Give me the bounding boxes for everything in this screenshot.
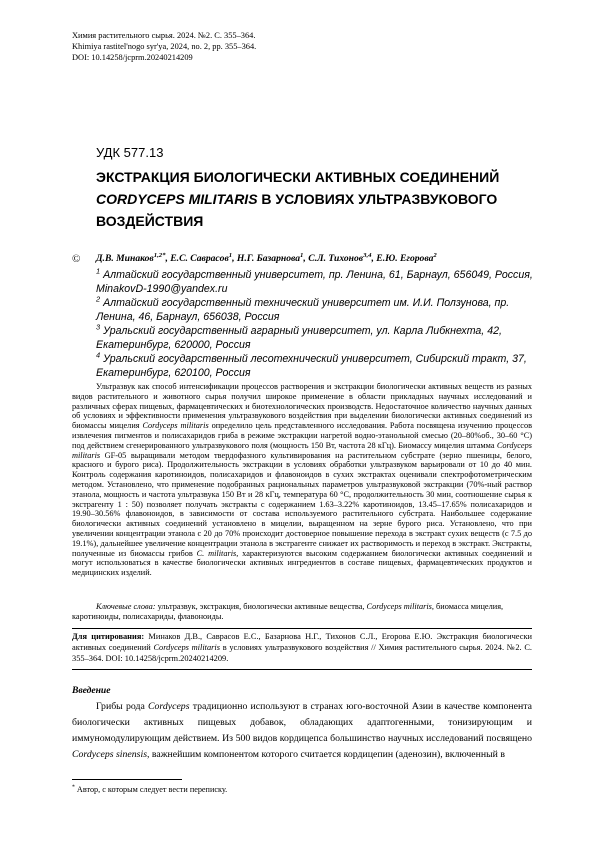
intro-paragraph: Грибы рода Cordyceps традиционно используют в странах юго-восточной Азии в качестве компонента биологически активных пищевых добавок, обладающих адаптогенными, тонизирующим и иммуномодулирующим действием. Из 500 видов кордицепса большинство научных исследований посвящено Cordyceps sinensis, важнейшим компонентом которого считается кордицепин (аденозин), включенный в [72, 701, 532, 760]
divider-bottom [72, 669, 532, 670]
section-heading-intro: Введение [72, 685, 111, 696]
author-affiliation-mark: 3,4 [363, 251, 372, 259]
author-list [96, 253, 437, 264]
header-journal-en: Khimiya rastitel'nogo syr'ya, 2024, no. 2, pp. 355–364. [72, 42, 257, 51]
header-journal-ru: Химия растительного сырья. 2024. №2. С. 355–364. [72, 31, 256, 40]
affiliation-text: Уральский государственный аграрный университет, ул. Карла Либкнехта, 42, Екатеринбург, 620000, Россия [96, 325, 502, 351]
title-species: CORDYCEPS MILITARIS [96, 191, 258, 207]
affiliation-number: 1 [96, 266, 101, 276]
author-separator: , [303, 253, 309, 264]
author-name: Е.Ю. Егорова [376, 253, 434, 264]
author-name: Д.В. Минаков [96, 253, 154, 264]
affiliation-item [96, 324, 536, 352]
abstract-paragraph: Ультразвук как способ интенсификации процессов растворения и экстракции биологически активных веществ из разных видов растительного и животного сырья получил широкое применение в области прикладных научных исследований и различных сферах пищевых, фармацевтических и биотехнологических производств. Недостаточное количество научных данных об условиях и эффективности применения ультразвукового воздействия при выделении биологически активных соединений из биомассы мицелия Cordyceps militaris определило цель представленного исследования. Работа посвящена изучению процессов извлечения пигментов и полисахаридов гриба в режиме экстракции нагретой водно-этанольной смесью (20–80%об., 30–60 °С) под действием сгенерированного ультразвукового поля (мощность 150 Вт, частота 28 кГц). Биомассу мицелия штамма Cordyceps militaris GF-05 выращивали методом твердофазного культивирования на растительном субстрате (зерно пшеницы, белого, красного и бурого риса). Продолжительность экстракции в условиях обработки ультразвуком варьировали от 10 до 40 мин. Контроль содержания каротиноидов, полисахаридов и флавоноидов в сухих экстрактах оценивали спектрофотометрическим методом. Установлено, что применение подобранных рациональных параметров ультразвуковой экстракции (70%-ный раствор этанола, мощность и частота ультразвука 150 Вт и 28 кГц, температура 60 °С, продолжительность 30 мин, соотношение сырья к экстрагенту 1 : 50) позволяет получать экстракты с содержанием 1.63–3.22% каротиноидов, 13.45–17.65% полисахаридов и 19.90–30.56% флавоноидов, в зависимости от состава используемого растительного субстрата. Наибольшее содержание биологически активных соединений установлено в мицелии, выращенном на зерне бурого риса. Установлено, что при увеличении концентрации этанола с 20 до 70% происходит достоверное повышение перехода в экстракт сухих веществ (с 7.5 до 19.1%), дальнейшее увеличение концентрации этанола в экстрагенте снижает их растворимость и переход в экстракт. Экстракты, полученные из биомассы грибов C. militaris, характеризуются высоким содержанием биологически активных соединений и могут использоваться в качестве биологически активных ингредиентов в составе пищевых, фармацевтических продуктов и медицинских изделий. [72, 382, 533, 578]
affiliation-item [96, 296, 536, 324]
author-separator: , [165, 253, 171, 264]
affiliations [96, 268, 536, 380]
copyright-sign: © [72, 253, 81, 265]
title-line-2 [96, 188, 536, 210]
author-affiliation-mark: 1,2* [153, 251, 166, 259]
author-affiliation-mark: 1 [228, 251, 233, 259]
affiliation-number: 4 [96, 350, 101, 360]
author-name: Н.Г. Базарнова [236, 253, 301, 264]
author-name: Е.С. Савраcов [170, 253, 229, 264]
abstract [72, 382, 532, 578]
paper-title [96, 166, 536, 232]
citation-label: Для цитирования: [72, 632, 145, 641]
title-line-1: ЭКСТРАКЦИЯ БИОЛОГИЧЕСКИ АКТИВНЫХ СОЕДИНЕНИЙ [96, 169, 500, 185]
affiliation-number: 2 [96, 294, 101, 304]
author-separator: , [371, 253, 377, 264]
udk-code: УДК 577.13 [96, 145, 164, 160]
header-doi: DOI: 10.14258/jcprm.20240214209 [72, 53, 193, 62]
affiliation-text: Уральский государственный лесотехнический университет, Сибирский тракт, 37, Екатеринбург, 620100, Россия [96, 353, 527, 379]
footnote-mark: * [72, 784, 75, 791]
affiliation-text: Алтайский государственный технический университет им. И.И. Ползунова, пр. Ленина, 46, Барнаул, 656038, Россия [96, 297, 510, 323]
footnote-text: Автор, с которым следует вести переписку. [74, 785, 228, 794]
footnote-rule [72, 779, 182, 780]
author-affiliation-mark: 1 [300, 251, 304, 259]
affiliation-item [96, 352, 536, 380]
author-separator: , [232, 253, 237, 264]
affiliation-text: Алтайский государственный университет, пр. Ленина, 61, Барнаул, 656049, Россия, MinakovD-1990@yandex.ru [96, 269, 533, 295]
affiliation-number: 3 [96, 322, 101, 332]
author-affiliation-mark: 2 [433, 251, 437, 259]
footnote [72, 785, 227, 794]
author-name: С.Л. Тихонов [308, 253, 364, 264]
citation-block: Для цитирования: Минаков Д.В., Савраcов Е.С., Базарнова Н.Г., Тихонов С.Л., Егорова Е.Ю. Экстракция биологически активных соединений Cordyceps militaris в условиях ультразвукового воздействия // Химия растительного сырья. 2024. №2. С. 355–364. DOI: 10.14258/jcprm.20240214209. [72, 632, 532, 663]
divider-top [72, 628, 532, 629]
title-line-2-rest: В УСЛОВИЯХ УЛЬТРАЗВУКОВОГО [257, 191, 498, 207]
title-line-3: ВОЗДЕЙСТВИЯ [96, 213, 204, 229]
affiliation-item [96, 268, 536, 296]
keywords: Ключевые слова: ультразвук, экстракция, биологически активные вещества, Cordyceps militaris, биомасса мицелия, каротиноиды, полисахариды, флавоноиды. [72, 602, 504, 621]
keywords-label: Ключевые слова: [96, 602, 156, 611]
journal-header [72, 30, 256, 63]
